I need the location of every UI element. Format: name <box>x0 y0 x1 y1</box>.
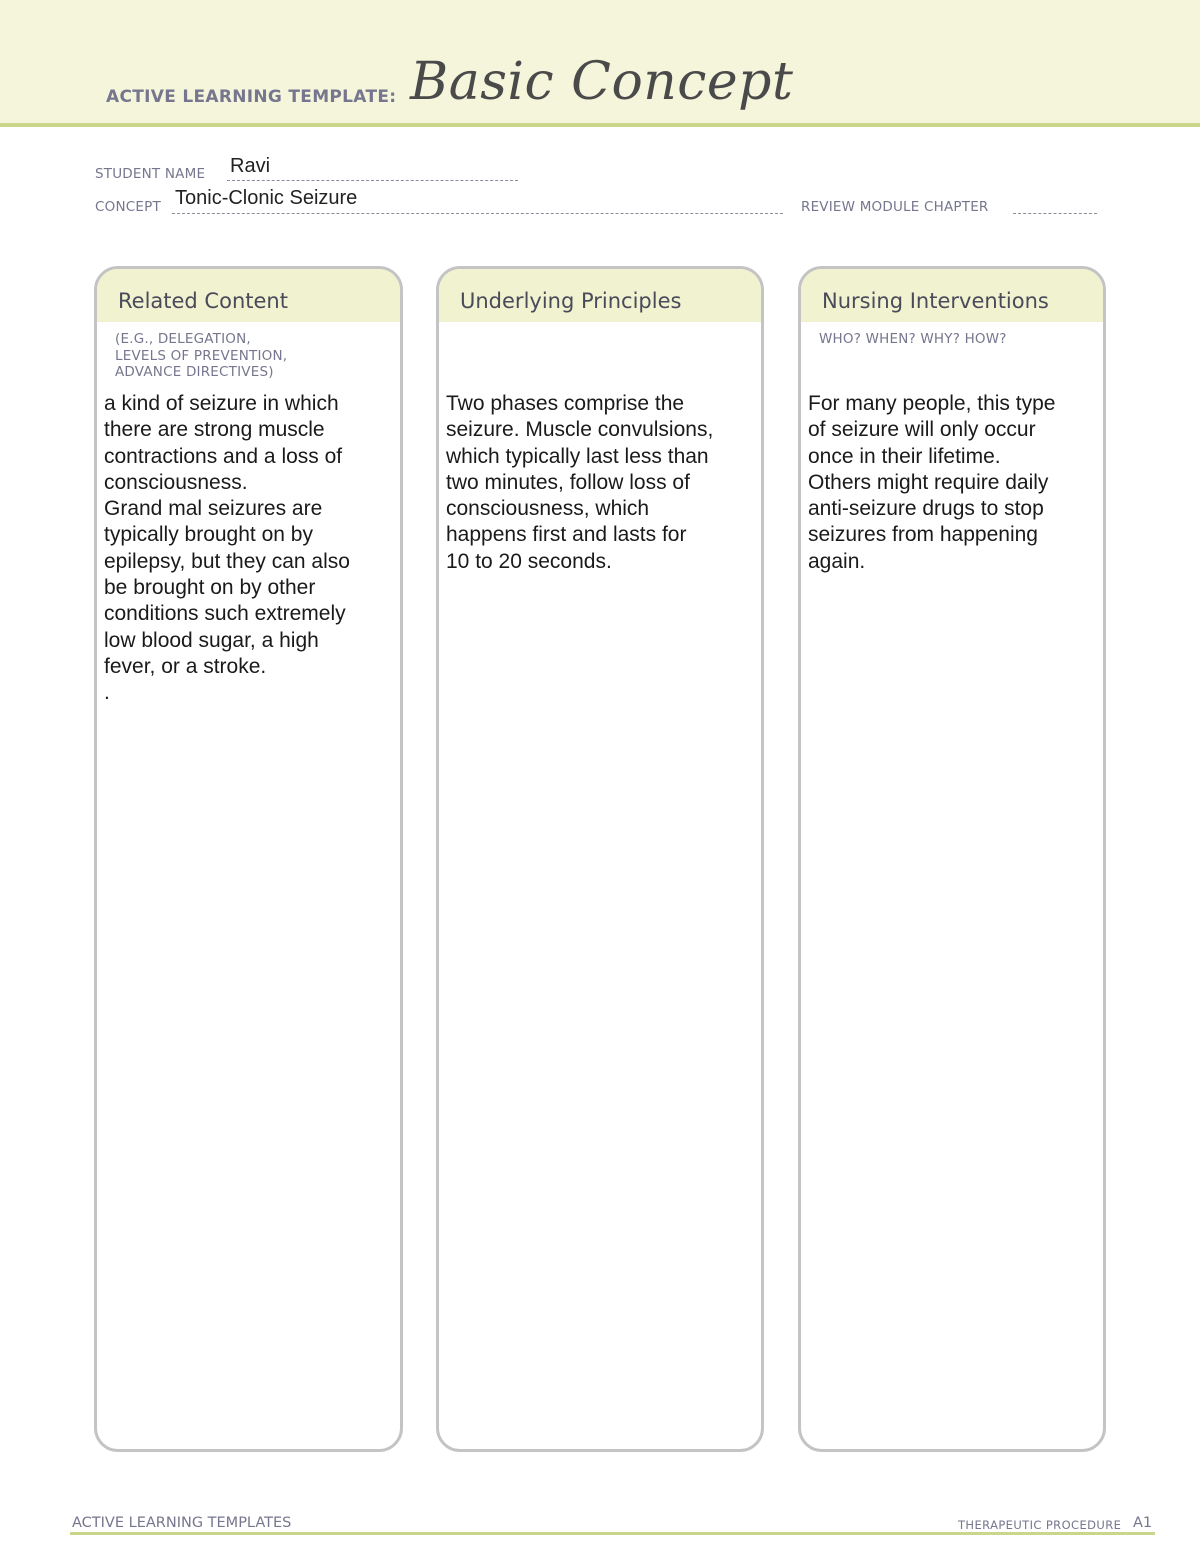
panel-related-content <box>94 266 403 1452</box>
concept-line <box>172 213 783 214</box>
panel-title: Nursing Interventions <box>822 289 1049 313</box>
panel-title: Underlying Principles <box>460 289 682 313</box>
panel-subtitle: WHO? WHEN? WHY? HOW? <box>819 331 1007 347</box>
review-module-label: REVIEW MODULE CHAPTER <box>801 199 989 215</box>
template-title: Basic Concept <box>410 52 794 112</box>
concept-label: CONCEPT <box>95 199 161 215</box>
panel-title: Related Content <box>118 289 288 313</box>
footer-section-label: THERAPEUTIC PROCEDURE <box>958 1518 1122 1532</box>
review-module-line <box>1013 213 1097 214</box>
panel-underlying-principles <box>436 266 764 1452</box>
nursing-interventions-text[interactable]: For many people, this type of seizure will only occur once in their lifetime. Others might require daily anti-seizure drugs to stop seizures from happening again. <box>808 392 1056 573</box>
template-label: ACTIVE LEARNING TEMPLATE: <box>106 87 397 107</box>
footer-series-label: ACTIVE LEARNING TEMPLATES <box>72 1515 292 1531</box>
student-name-line <box>227 180 518 181</box>
header-divider <box>0 123 1200 127</box>
student-name-field[interactable]: Ravi <box>230 155 271 177</box>
underlying-principles-text[interactable]: Two phases comprise the seizure. Muscle convulsions, which typically last less than two minutes, follow loss of consciousness, which happens first and lasts for 10 to 20 seconds. <box>446 392 714 573</box>
related-content-text[interactable]: a kind of seizure in which there are strong muscle contractions and a loss of consciousness. Grand mal seizures are typically brought on by epilepsy, but they can also be brought on by other conditions such extremely low blood sugar, a high fever, or a stroke. . <box>104 392 350 705</box>
footer-divider <box>70 1532 1155 1535</box>
footer-page-number: A1 <box>1133 1515 1153 1531</box>
concept-field[interactable]: Tonic-Clonic Seizure <box>175 187 358 209</box>
panel-nursing-interventions <box>798 266 1106 1452</box>
panel-subtitle: (E.G., DELEGATION, LEVELS OF PREVENTION, ADVANCE DIRECTIVES) <box>115 331 288 380</box>
student-name-label: STUDENT NAME <box>95 166 206 182</box>
